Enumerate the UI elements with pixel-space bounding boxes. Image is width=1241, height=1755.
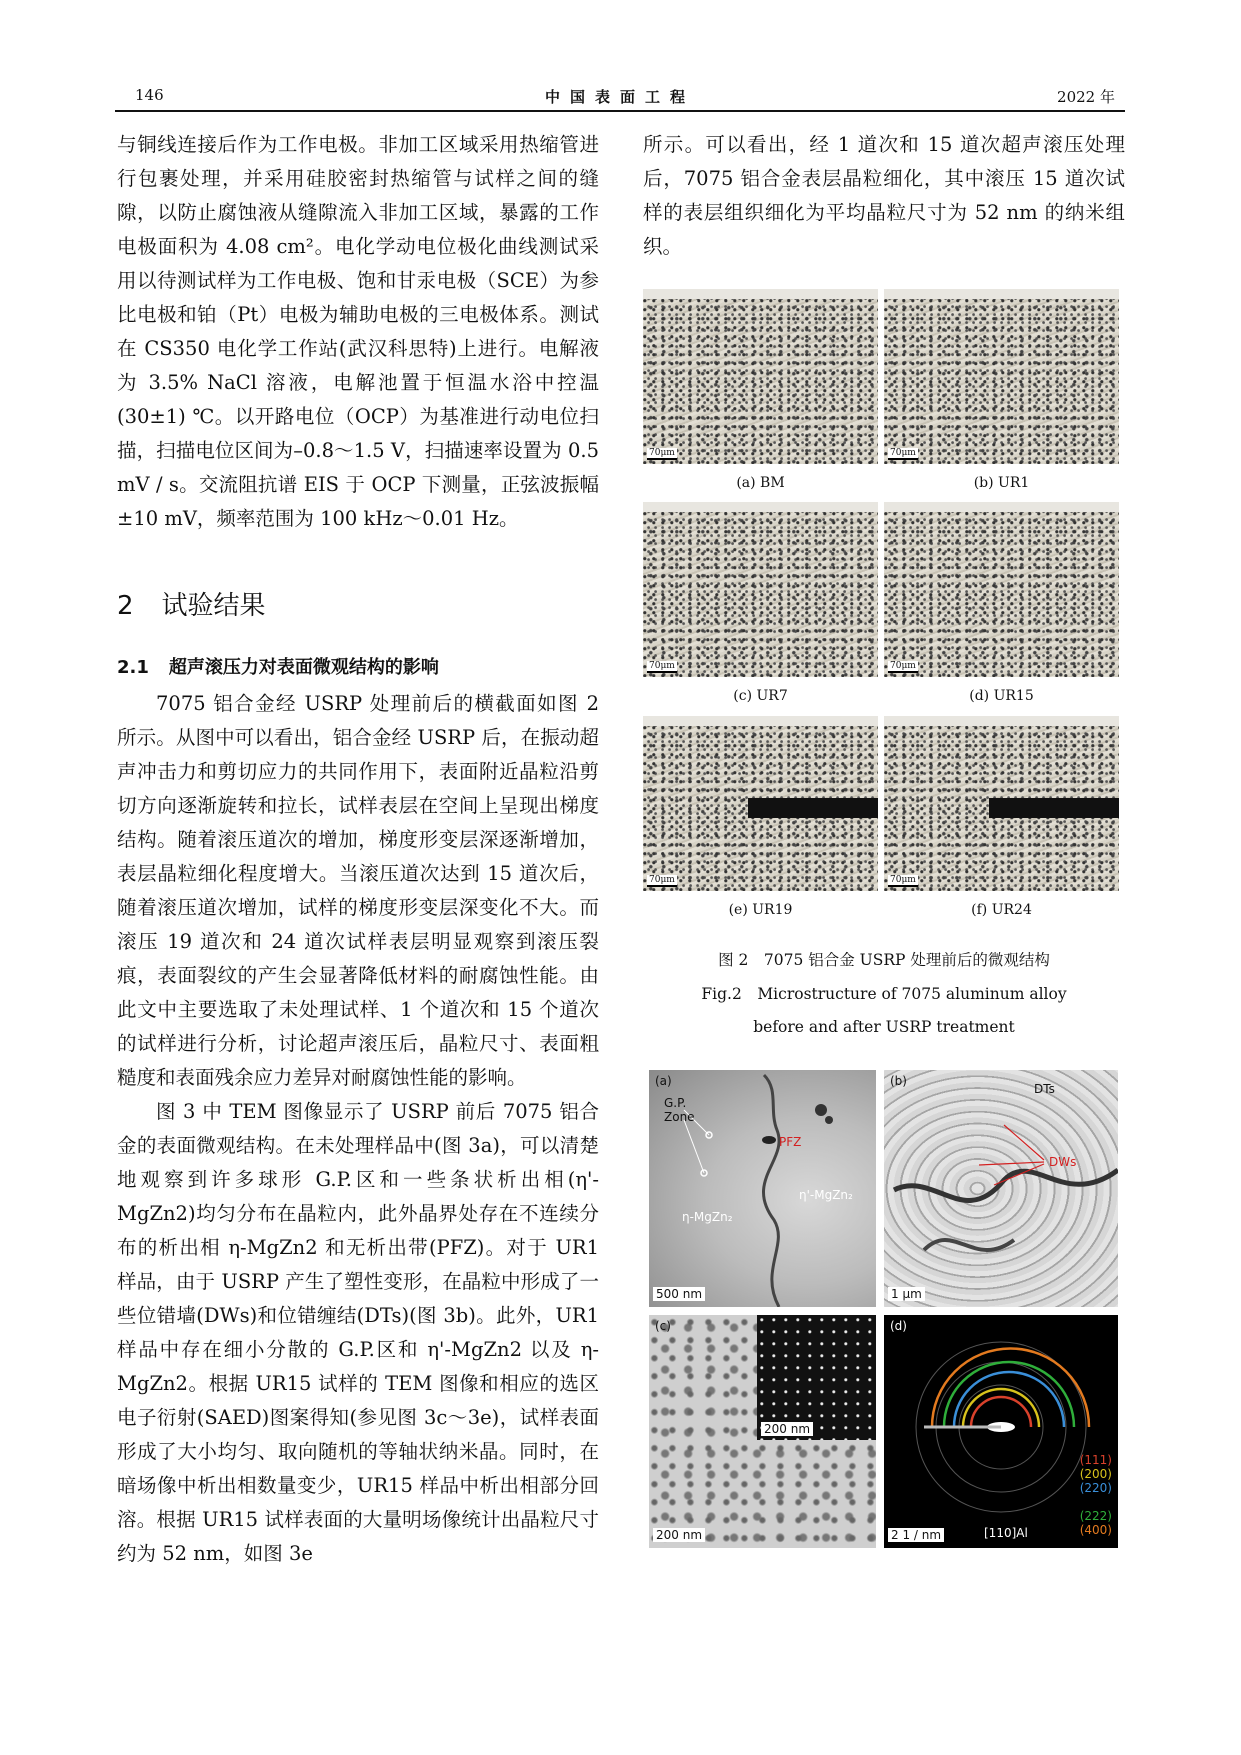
dark-field-inset bbox=[757, 1315, 876, 1440]
scale-bar: 70μm bbox=[890, 875, 916, 885]
zone-axis: [110]Al bbox=[984, 1526, 1028, 1540]
fig3-panel-b bbox=[884, 1070, 1118, 1307]
subsection-number: 2.1 bbox=[117, 657, 149, 678]
fig2-panel-a bbox=[643, 289, 878, 464]
dts-label: DTs bbox=[1034, 1082, 1055, 1096]
panel-tag: (b) bbox=[890, 1074, 907, 1088]
fig2-label-f: (f) UR24 bbox=[971, 902, 1032, 918]
page-number: 146 bbox=[135, 86, 164, 104]
scale-bar: 70μm bbox=[649, 661, 675, 671]
fig3-panel-a bbox=[649, 1070, 876, 1307]
fig2-panel-e bbox=[643, 716, 878, 891]
subsection-title: 超声滚压力对表面微观结构的影响 bbox=[168, 657, 439, 678]
section-heading bbox=[117, 585, 266, 622]
fig2-caption-cn: 图 2 7075 铝合金 USRP 处理前后的微观结构 bbox=[718, 951, 1050, 969]
inset-scale-bar: 200 nm bbox=[761, 1422, 813, 1436]
fig2-label-d: (d) UR15 bbox=[969, 688, 1034, 704]
gp-label: G.P. bbox=[664, 1096, 687, 1110]
year: 2022 年 bbox=[1057, 88, 1115, 106]
left-column-body bbox=[117, 687, 599, 1571]
scale-bar: 70μm bbox=[890, 448, 916, 458]
fig2-panel-b bbox=[884, 289, 1119, 464]
ring-220: (220) bbox=[1079, 1481, 1112, 1495]
eta-label: η-MgZn₂ bbox=[682, 1210, 733, 1224]
scale-bar: 70μm bbox=[649, 875, 675, 885]
journal-title: 中国表面工程 bbox=[544, 88, 695, 106]
section-number: 2 bbox=[117, 591, 134, 621]
right-column-top bbox=[643, 128, 1125, 264]
fig2-panel-f bbox=[884, 716, 1119, 891]
scale-bar: 70μm bbox=[649, 448, 675, 458]
ring-111: (111) bbox=[1079, 1453, 1112, 1467]
ring-400: (400) bbox=[1079, 1523, 1112, 1537]
fig3-panel-d bbox=[884, 1315, 1118, 1548]
panel-tag: (c) bbox=[655, 1319, 671, 1333]
panel-tag: (a) bbox=[655, 1074, 672, 1088]
scale-bar: 500 nm bbox=[653, 1287, 705, 1301]
eta-prime-label: η'-MgZn₂ bbox=[799, 1188, 853, 1202]
fig2-label-a: (a) BM bbox=[736, 475, 785, 491]
panel-tag: (d) bbox=[890, 1319, 907, 1333]
subsection-heading bbox=[117, 653, 439, 679]
scale-bar: 2 1 / nm bbox=[888, 1528, 944, 1542]
scale-bar: 1 μm bbox=[888, 1287, 925, 1301]
fig2-label-e: (e) UR19 bbox=[728, 902, 793, 918]
paragraph: 所示。可以看出，经 1 道次和 15 道次超声滚压处理后，7075 铝合金表层晶粒细化，其中滚压 15 道次试样的表层组织细化为平均晶粒尺寸为 52 nm 的纳米组织。 bbox=[643, 133, 1125, 258]
page-header bbox=[115, 86, 1125, 108]
fig2-label-c: (c) UR7 bbox=[733, 688, 788, 704]
fig2-panel-d bbox=[884, 502, 1119, 677]
paragraph: 与铜线连接后作为工作电极。非加工区域采用热缩管进行包裹处理，并采用硅胶密封热缩管与试样之间的缝隙，以防止腐蚀液从缝隙流入非加工区域，暴露的工作电极面积为 4.08 cm²。电化学动电位极化曲线测试采用以待测试样为工作电极、饱和甘汞电极（SCE）为参比电极和铂（Pt）电极为辅助电极的三电极体系。测试在 CS350 电化学工作站(武汉科思特)上进行。电解液为 3.5% NaCl 溶液，电解池置于恒温水浴中控温(30±1) ℃。以开路电位（OCP）为基准进行动电位扫描，扫描电位区间为–0.8～1.5 V，扫描速率设置为 0.5 mV / s。交流阻抗谱 EIS 于 OCP 下测量，正弦波振幅±10 mV，频率范围为 100 kHz～0.01 Hz。 bbox=[117, 133, 599, 530]
ring-222: (222) bbox=[1079, 1509, 1112, 1523]
dws-label: DWs bbox=[1049, 1155, 1077, 1169]
section-title: 试验结果 bbox=[161, 591, 266, 621]
paragraph: 7075 铝合金经 USRP 处理前后的横截面如图 2 所示。从图中可以看出，铝合金经 USRP 后，在振动超声冲击力和剪切应力的共同作用下，表面附近晶粒沿剪切方向逐渐旋转和拉长，试样表层在空间上呈现出梯度结构。随着滚压道次的增加，梯度形变层深逐渐增加，表层晶粒细化程度增大。当滚压道次达到 15 道次后，随着滚压道次增加，试样的梯度形变层深变化不大。而滚压 19 道次和 24 道次试样表层明显观察到滚压裂痕，表面裂纹的产生会显著降低材料的耐腐蚀性能。由此文中主要选取了未处理试样、1 个道次和 15 个道次的试样进行分析，讨论超声滚压后，晶粒尺寸、表面粗糙度和表面残余应力差异对耐腐蚀性能的影响。 bbox=[117, 692, 599, 1089]
header-rule bbox=[115, 110, 1125, 112]
scale-bar: 200 nm bbox=[653, 1528, 705, 1542]
fig2-label-b: (b) UR1 bbox=[973, 475, 1030, 491]
fig2-caption-en-1: Fig.2 Microstructure of 7075 aluminum alloy bbox=[701, 985, 1067, 1003]
ring-200: (200) bbox=[1079, 1467, 1112, 1481]
fig3-panel-c bbox=[649, 1315, 876, 1548]
left-column-top bbox=[117, 128, 599, 536]
fig2-panel-c bbox=[643, 502, 878, 677]
scale-bar: 70μm bbox=[890, 661, 916, 671]
zone-label: Zone bbox=[664, 1110, 695, 1124]
pfz-label: PFZ bbox=[779, 1135, 802, 1149]
fig2-caption-en-2: before and after USRP treatment bbox=[753, 1018, 1015, 1036]
paragraph: 图 3 中 TEM 图像显示了 USRP 前后 7075 铝合金的表面微观结构。在未处理样品中(图 3a)，可以清楚地观察到许多球形 G.P.区和一些条状析出相(η'-MgZn2)均匀分布在晶粒内，此外晶界处存在不连续分布的析出相 η-MgZn2 和无析出带(PFZ)。对于 UR1 样品，由于 USRP 产生了塑性变形，在晶粒中形成了一些位错墙(DWs)和位错缠结(DTs)(图 3b)。此外，UR1 样品中存在细小分散的 G.P.区和 η'-MgZn2 以及 η-MgZn2。根据 UR15 试样的 TEM 图像和相应的选区电子衍射(SAED)图案得知(参见图 3c～3e)，试样表面形成了大小均匀、取向随机的等轴状纳米晶。同时，在暗场像中析出相数量变少，UR15 样品中析出相部分回溶。根据 UR15 试样表面的大量明场像统计出晶粒尺寸约为 52 nm，如图 3e bbox=[117, 1100, 599, 1565]
